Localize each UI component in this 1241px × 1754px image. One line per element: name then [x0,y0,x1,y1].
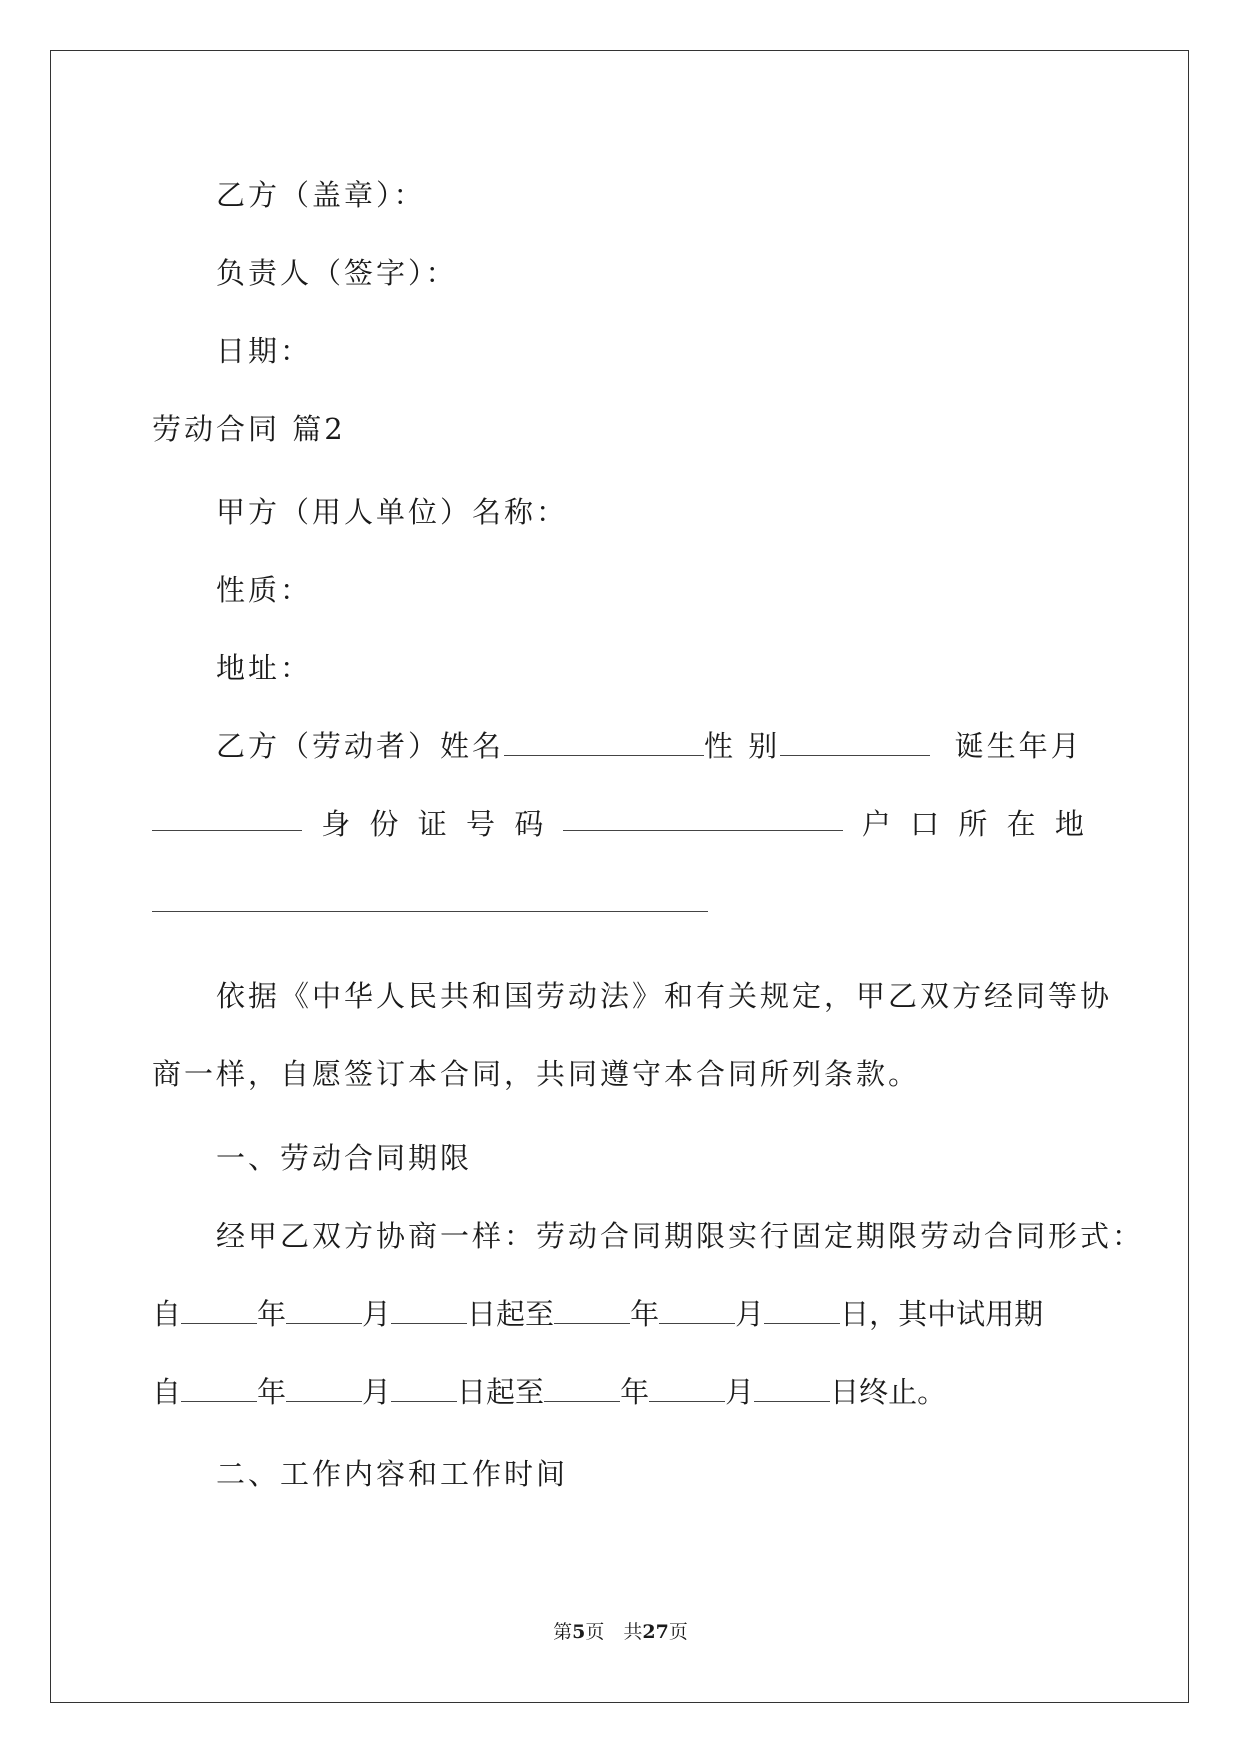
clause2-title: 二、工作内容和工作时间 [216,1457,569,1491]
party-a-name-line: 甲方（用人单位）名称： [216,495,569,529]
household-blank-line [152,884,708,920]
probation-word: 自 [152,1375,182,1409]
term-blank [659,1299,735,1324]
household-char: 在 [1006,807,1036,841]
probation-row [152,1374,946,1410]
clause1-text: 经甲乙双方协商一样：劳动合同期限实行固定期限劳动合同形式： [216,1219,1145,1253]
household-char: 口 [910,807,940,841]
term-word: 年 [630,1297,660,1331]
page-total: 27 [642,1621,669,1643]
term-word: 月 [735,1297,765,1331]
probation-word: 日起至 [457,1375,545,1409]
term-word: 日，其中试用期 [840,1297,1044,1331]
id-char: 份 [369,807,399,841]
id-char: 身 [321,807,351,841]
household-char: 地 [1054,807,1084,841]
probation-blank [181,1377,257,1402]
term-blank [181,1299,257,1324]
page-number: 5 [572,1621,586,1643]
party-b-info-line [216,728,1083,764]
footer-suffix: 页 [668,1621,688,1643]
term-word: 日起至 [467,1297,555,1331]
probation-blank [391,1377,457,1402]
household-blank [152,887,708,912]
basis-line-1: 依据《中华人民共和国劳动法》和有关规定，甲乙双方经同等协 [216,979,1113,1013]
gender-blank [780,731,930,756]
date-line: 日期： [216,334,313,368]
household-char: 所 [958,807,988,841]
gender-label: 性 别 [704,729,781,763]
probation-word: 年 [257,1375,287,1409]
id-char: 号 [466,807,496,841]
birth-blank [152,806,302,831]
term-blank [286,1299,362,1324]
term-blank [554,1299,630,1324]
clause1-title: 一、劳动合同期限 [216,1141,473,1175]
footer-mid: 页 共 [585,1621,643,1643]
party-b-prefix: 乙方（劳动者）姓名 [216,729,505,763]
id-char: 码 [514,807,544,841]
household-char: 户 [861,807,891,841]
id-blank [563,806,843,831]
term-word: 月 [362,1297,392,1331]
term-row [152,1296,1043,1332]
probation-blank [286,1377,362,1402]
probation-blank [544,1377,620,1402]
address-line: 地址： [216,651,313,685]
probation-blank [754,1377,830,1402]
probation-blank [649,1377,725,1402]
probation-word: 年 [620,1375,650,1409]
person-in-charge-line: 负责人（签字）： [216,256,458,290]
term-blank [764,1299,840,1324]
probation-word: 月 [725,1375,755,1409]
probation-word: 日终止。 [830,1375,947,1409]
page-footer [0,1620,1241,1644]
footer-prefix: 第 [553,1621,573,1643]
birth-label: 诞生年月 [954,729,1083,763]
section-title: 劳动合同 篇2 [152,412,346,446]
probation-word: 月 [362,1375,392,1409]
name-blank [504,731,704,756]
id-household-row [152,806,1084,842]
party-b-seal-line: 乙方（盖章）： [216,178,426,212]
term-blank [391,1299,467,1324]
term-word: 年 [257,1297,287,1331]
basis-line-2: 商一样，自愿签订本合同，共同遵守本合同所列条款。 [152,1057,921,1091]
id-char: 证 [417,807,447,841]
term-word: 自 [152,1297,182,1331]
nature-line: 性质： [216,573,313,607]
